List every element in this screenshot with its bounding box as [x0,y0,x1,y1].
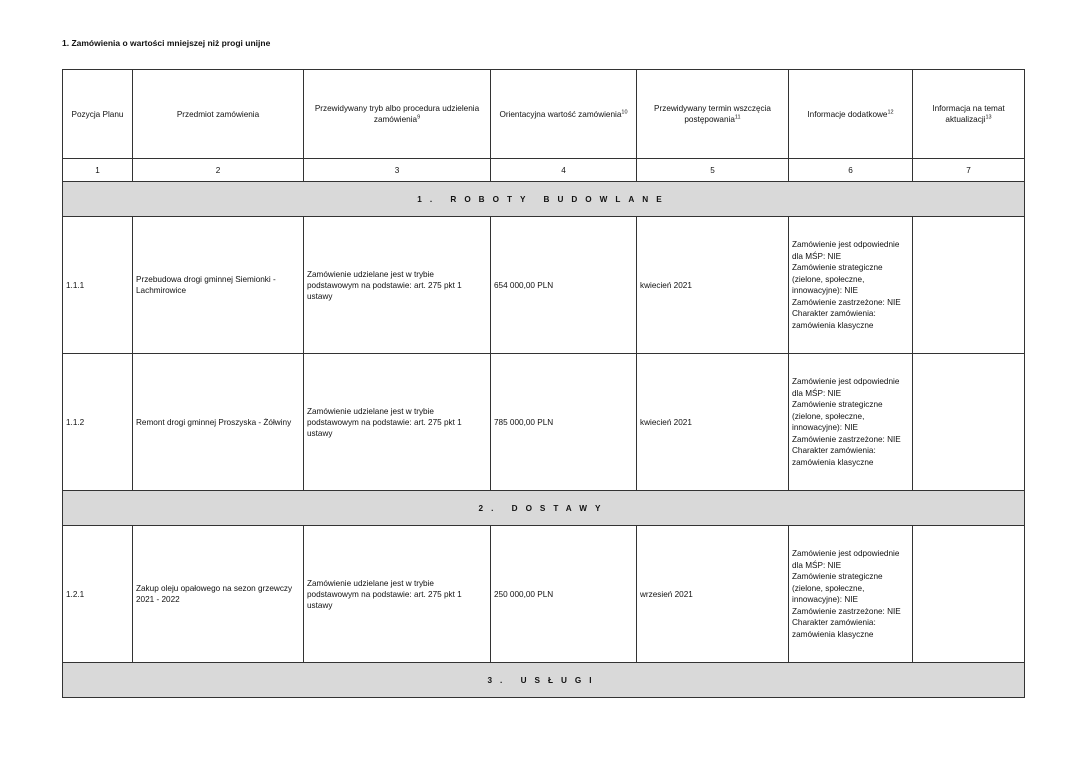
column-number: 1 [63,159,133,182]
cell-procedure: Zamówienie udzielane jest w trybie podstawowym na podstawie: art. 275 pkt 1 ustawy [304,354,491,491]
column-number: 7 [913,159,1025,182]
info-character: Charakter zamówienia: zamówienia klasyczne [792,446,876,467]
table-row [63,354,1025,491]
header-update: Informacja na temat aktualizacji$^{13}$ [913,70,1025,159]
cell-subject: Remont drogi gminnej Proszyska - Żółwiny [133,354,304,491]
cell-update [913,217,1025,354]
cell-position: 1.2.1 [63,526,133,663]
table-header [63,70,1025,159]
info-sme: Zamówienie jest odpowiednie dla MŚP: NIE [792,549,900,570]
cell-position: 1.1.2 [63,354,133,491]
column-number: 4 [491,159,637,182]
info-reserved: Zamówienie zastrzeżone: NIE [792,297,901,307]
cell-value: 785 000,00 PLN [491,354,637,491]
column-number: 2 [133,159,304,182]
info-strategic: Zamówienie strategiczne (zielone, społeczne, innowacyjne): NIE [792,400,883,432]
table-body [63,159,1025,698]
header-term: Przewidywany termin wszczęcia postępowania$^{11}$ [637,70,789,159]
table-row [63,526,1025,663]
column-number: 5 [637,159,789,182]
header-row [63,70,1025,159]
cell-subject: Zakup oleju opałowego na sezon grzewczy 2021 - 2022 [133,526,304,663]
section-title: 1. ROBOTY BUDOWLANE [63,182,1025,217]
column-number-row [63,159,1025,182]
cell-term: wrzesień 2021 [637,526,789,663]
info-reserved: Zamówienie zastrzeżone: NIE [792,434,901,444]
cell-subject: Przebudowa drogi gminnej Siemionki - Lachmirowice [133,217,304,354]
cell-position: 1.1.1 [63,217,133,354]
header-subject: Przedmiot zamówienia [133,70,304,159]
column-number: 6 [789,159,913,182]
cell-update [913,354,1025,491]
info-strategic: Zamówienie strategiczne (zielone, społeczne, innowacyjne): NIE [792,263,883,295]
header-info: Informacje dodatkowe$^{12}$ [789,70,913,159]
cell-update [913,526,1025,663]
cell-info [789,526,913,663]
info-sme: Zamówienie jest odpowiednie dla MŚP: NIE [792,240,900,261]
cell-term: kwiecień 2021 [637,354,789,491]
header-position: Pozycja Planu [63,70,133,159]
table-row [63,217,1025,354]
info-character: Charakter zamówienia: zamówienia klasyczne [792,618,876,639]
section-row-uslugi [63,663,1025,698]
section-row-roboty-budowlane [63,182,1025,217]
header-value: Orientacyjna wartość zamówienia$^{10}$ [491,70,637,159]
section-row-dostawy [63,491,1025,526]
section-title: 2. DOSTAWY [63,491,1025,526]
cell-value: 250 000,00 PLN [491,526,637,663]
cell-info [789,217,913,354]
column-number: 3 [304,159,491,182]
section-title: 3. USŁUGI [63,663,1025,698]
header-procedure: Przewidywany tryb albo procedura udzielenia zamówienia$^9$ [304,70,491,159]
info-character: Charakter zamówienia: zamówienia klasyczne [792,309,876,330]
cell-procedure: Zamówienie udzielane jest w trybie podstawowym na podstawie: art. 275 pkt 1 ustawy [304,526,491,663]
info-reserved: Zamówienie zastrzeżone: NIE [792,606,901,616]
cell-value: 654 000,00 PLN [491,217,637,354]
document-title: 1. Zamówienia o wartości mniejszej niż progi unijne [62,38,271,48]
cell-procedure: Zamówienie udzielane jest w trybie podstawowym na podstawie: art. 275 pkt 1 ustawy [304,217,491,354]
cell-info [789,354,913,491]
cell-term: kwiecień 2021 [637,217,789,354]
info-strategic: Zamówienie strategiczne (zielone, społeczne, innowacyjne): NIE [792,572,883,604]
procurement-plan-table [62,69,1025,698]
info-sme: Zamówienie jest odpowiednie dla MŚP: NIE [792,377,900,398]
